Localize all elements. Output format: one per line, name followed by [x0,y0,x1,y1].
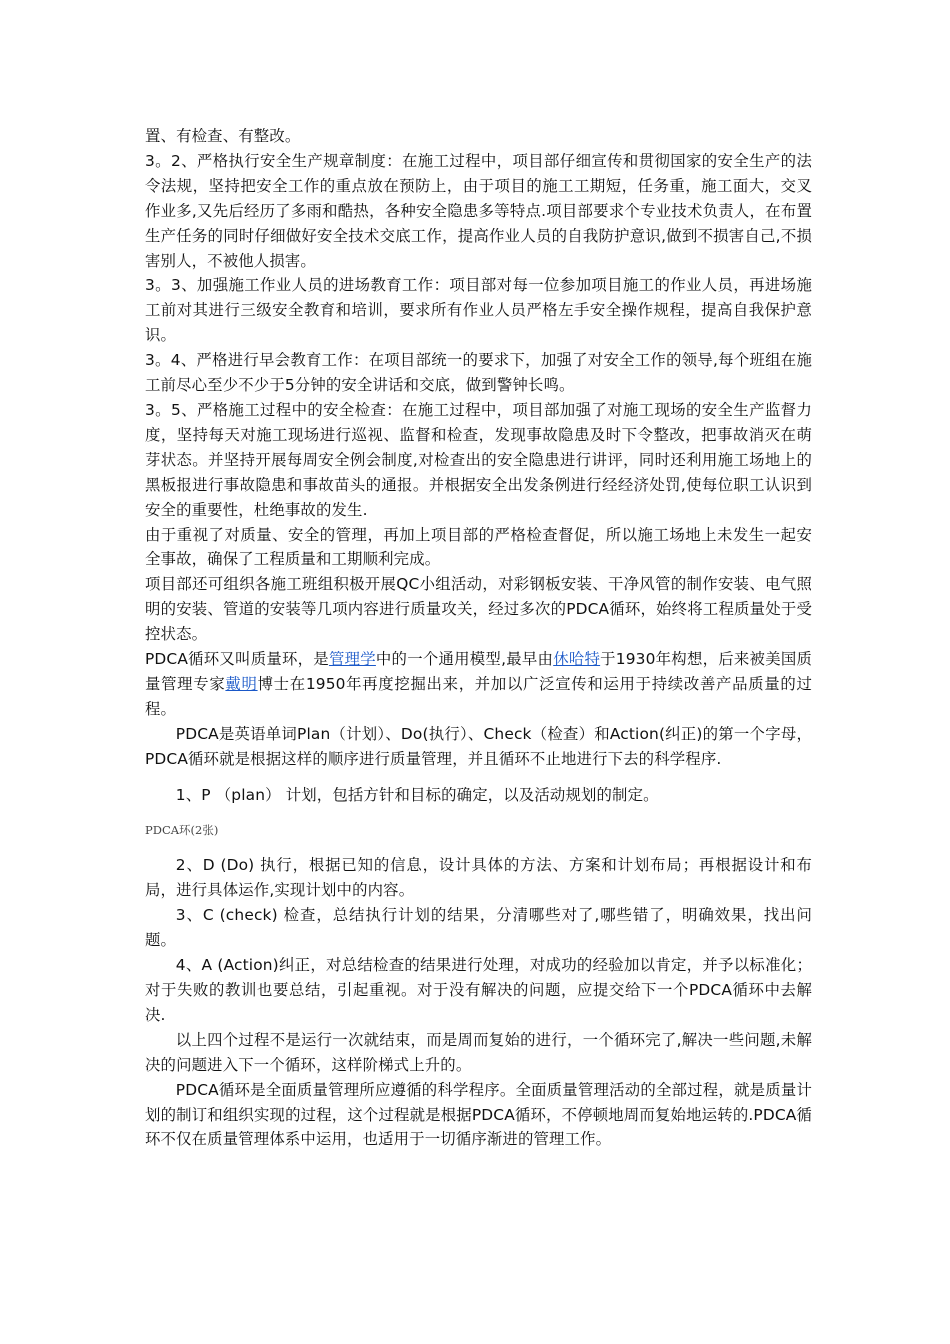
paragraph-cycle: 以上四个过程不是运行一次就结束，而是周而复始的进行，一个循环完了,解决一些问题,未解决的问题进入下一个循环，这样阶梯式上升的。 [145,1030,812,1074]
paragraph-continuation: 置、有检查、有整改。 [145,127,301,145]
link-shewhart[interactable]: 休哈特 [553,650,601,669]
link-management-science[interactable]: 管理学 [328,650,376,669]
pdca-intro-text-2: 中的一个通用模型,最早由 [375,650,554,669]
link-deming[interactable]: 戴明 [225,674,258,693]
pdca-intro-text-4: 博士在1950年再度挖掘出来，并加以广泛宣传和运用于持续改善产品质量的过程。 [145,674,812,718]
paragraph-morning-meeting: 3。4、严格进行早会教育工作：在项目部统一的要求下，加强了对安全工作的领导,每个班组在施工前尽心至少不少于5分钟的安全讲话和交底，做到警钟长鸣。 [145,351,812,395]
pdca-intro-text-1: PDCA循环又叫质量环，是 [145,650,329,669]
paragraph-safety-rules: 3。2、严格执行安全生产规章制度：在施工过程中，项目部仔细宣传和贯彻国家的安全生产的法令法规，坚持把安全工作的重点放在预防上，由于项目的施工工期短，任务重，施工面大，交叉作业多,又先后经历了多雨和酷热，各种安全隐患多等特点.项目部要求个专业技术负责人，在布置生产任务的同时仔细做好安全技术交底工作，提高作业人员的自我防护意识,做到不损害自己,不损害别人，不被他人损害。 [145,151,812,270]
pdca-intro-text-3: 于1930年构想，后来被美国质量管理专家 [145,650,813,693]
image-caption-pdca: PDCA环(2张) [145,823,219,838]
paragraph-check: 3、C (check) 检查，总结执行计划的结果，分清哪些对了,哪些错了，明确效果，找出问题。 [145,906,812,950]
paragraph-safety-inspection: 3。5、严格施工过程中的安全检查：在施工过程中，项目部加强了对施工现场的安全生产监督力度，坚持每天对施工现场进行巡视、监督和检查，发现事故隐患及时下令整改，把事故消灭在萌芽状态。并坚持开展每周安全例会制度,对检查出的安全隐患进行讲评，同时还利用施工场地上的黑板报进行事故隐患和事故苗头的通报。并根据安全出发条例进行经经济处罚,使每位职工认识到安全的重要性，杜绝事故的发生. [145,400,812,519]
paragraph-entry-education: 3。3、加强施工作业人员的进场教育工作：项目部对每一位参加项目施工的作业人员，再进场施工前对其进行三级安全教育和培训，要求所有作业人员严格左手安全操作规程，提高自我保护意识。 [145,276,812,345]
paragraph-plan: 1、P （plan） 计划，包括方针和目标的确定，以及活动规划的制定。 [175,785,659,804]
paragraph-summary: 由于重视了对质量、安全的管理，再加上项目部的严格检查督促，所以施工场地上未发生一起安全事故，确保了工程质量和工期顺利完成。 [145,525,812,569]
paragraph-do: 2、D (Do) 执行，根据已知的信息，设计具体的方法、方案和计划布局；再根据设计和布局，进行具体运作,实现计划中的内容。 [145,856,812,900]
paragraph-action: 4、A (Action)纠正，对总结检查的结果进行处理，对成功的经验加以肯定，并予以标准化；对于失败的教训也要总结，引起重视。对于没有解决的问题，应提交给下一个PDCA循环中去解决. [145,956,812,1024]
document-page [145,124,812,1152]
paragraph-pdca-intro [145,647,812,722]
paragraph-pdca-conclusion: PDCA循环是全面质量管理所应遵循的科学程序。全面质量管理活动的全部过程，就是质量计划的制订和组织实现的过程，这个过程就是根据PDCA循环，不停顿地周而复始地运转的.PDCA循环不仅在质量管理体系中运用，也适用于一切循序渐进的管理工作。 [145,1080,812,1149]
paragraph-qc-activity: 项目部还可组织各施工班组积极开展QC小组活动，对彩钢板安装、干净风管的制作安装、电气照明的安装、管道的安装等几项内容进行质量攻关，经过多次的PDCA循环，始终将工程质量处于受控状态。 [145,575,812,644]
paragraph-pdca-meaning: PDCA是英语单词Plan（计划）、Do(执行）、Check（检查）和Action(纠正)的第一个字母，PDCA循环就是根据这样的顺序进行质量管理，并且循环不止地进行下去的科学程序. [145,724,812,768]
